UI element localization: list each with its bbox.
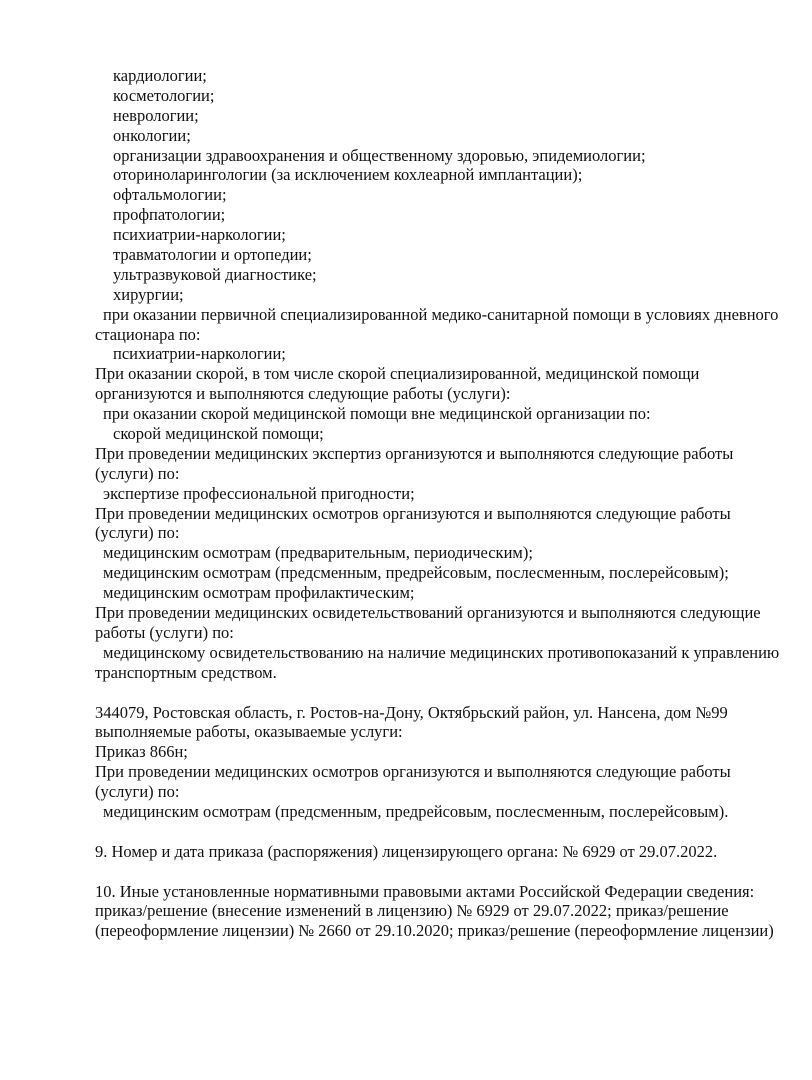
document-line: скорой медицинской помощи; — [113, 424, 324, 444]
document-line: выполняемые работы, оказываемые услуги: — [95, 722, 403, 742]
document-line: экспертизе профессиональной пригодности; — [103, 483, 415, 503]
document-line: косметологии; — [113, 85, 215, 105]
document-line: при оказании первичной специализированной медико-санитарной помощи в условиях дневного — [103, 304, 779, 324]
blank-line — [95, 822, 795, 842]
blank-line — [95, 683, 795, 703]
document-line: медицинским осмотрам (предсменным, предрейсовым, послесменным, послерейсовым). — [103, 801, 729, 821]
document-line: медицинским осмотрам профилактическим; — [103, 583, 415, 603]
document-line: (переоформление лицензии) № 2660 от 29.10.2020; приказ/решение (переоформление лицензии) — [95, 921, 774, 941]
document-line: кардиологии; — [113, 66, 207, 85]
document-line: (услуги) по: — [95, 523, 180, 543]
document-line: ультразвуковой диагностике; — [113, 264, 317, 284]
document-line: организуются и выполняются следующие работы (услуги): — [95, 384, 511, 404]
document-line: онкологии; — [113, 125, 191, 145]
document-line: При проведении медицинских экспертиз организуются и выполняются следующие работы — [95, 443, 734, 463]
document-line: При проведении медицинских осмотров организуются и выполняются следующие работы — [95, 503, 731, 523]
document-line: работы (услуги) по: — [95, 622, 234, 642]
document-line: неврологии; — [113, 105, 199, 125]
document-line: психиатрии-наркологии; — [113, 225, 286, 245]
document-line: (услуги) по: — [95, 782, 180, 802]
document-line: Приказ 866н; — [95, 742, 188, 762]
document-line: стационара по: — [95, 324, 201, 344]
document-line: организации здравоохранения и общественному здоровью, эпидемиологии; — [113, 145, 646, 165]
document-line: медицинскому освидетельствованию на наличие медицинских противопоказаний к управлению — [103, 642, 780, 662]
document-line: травматологии и ортопедии; — [113, 245, 312, 265]
document-line: При оказании скорой, в том числе скорой специализированной, медицинской помощи — [95, 364, 700, 384]
document-line: приказ/решение (внесение изменений в лицензию) № 6929 от 29.07.2022; приказ/решение — [95, 901, 729, 921]
document-line: оториноларингологии (за исключением кохлеарной имплантации); — [113, 165, 583, 185]
license-text-block — [95, 66, 795, 941]
document-line: 9. Номер и дата приказа (распоряжения) лицензирующего органа: № 6929 от 29.07.2022. — [95, 841, 718, 861]
document-line: медицинским осмотрам (предварительным, периодическим); — [103, 543, 533, 563]
document-line: хирургии; — [113, 284, 184, 304]
document-line: психиатрии-наркологии; — [113, 344, 286, 364]
document-line: при оказании скорой медицинской помощи вне медицинской организации по: — [103, 404, 651, 424]
document-line: транспортным средством. — [95, 662, 277, 682]
document-line: профпатологии; — [113, 205, 226, 225]
document-line: При проведении медицинских освидетельствований организуются и выполняются следующие — [95, 603, 761, 623]
document-line: (услуги) по: — [95, 463, 180, 483]
blank-line — [95, 862, 795, 882]
document-line: 10. Иные установленные нормативными правовыми актами Российской Федерации сведения: — [95, 881, 755, 901]
document-line: медицинским осмотрам (предсменным, предрейсовым, послесменным, послерейсовым); — [103, 563, 729, 583]
document-line: офтальмологии; — [113, 185, 227, 205]
document-line: При проведении медицинских осмотров организуются и выполняются следующие работы — [95, 762, 731, 782]
document-line: 344079, Ростовская область, г. Ростов-на-Дону, Октябрьский район, ул. Нансена, дом №99 — [95, 702, 728, 722]
